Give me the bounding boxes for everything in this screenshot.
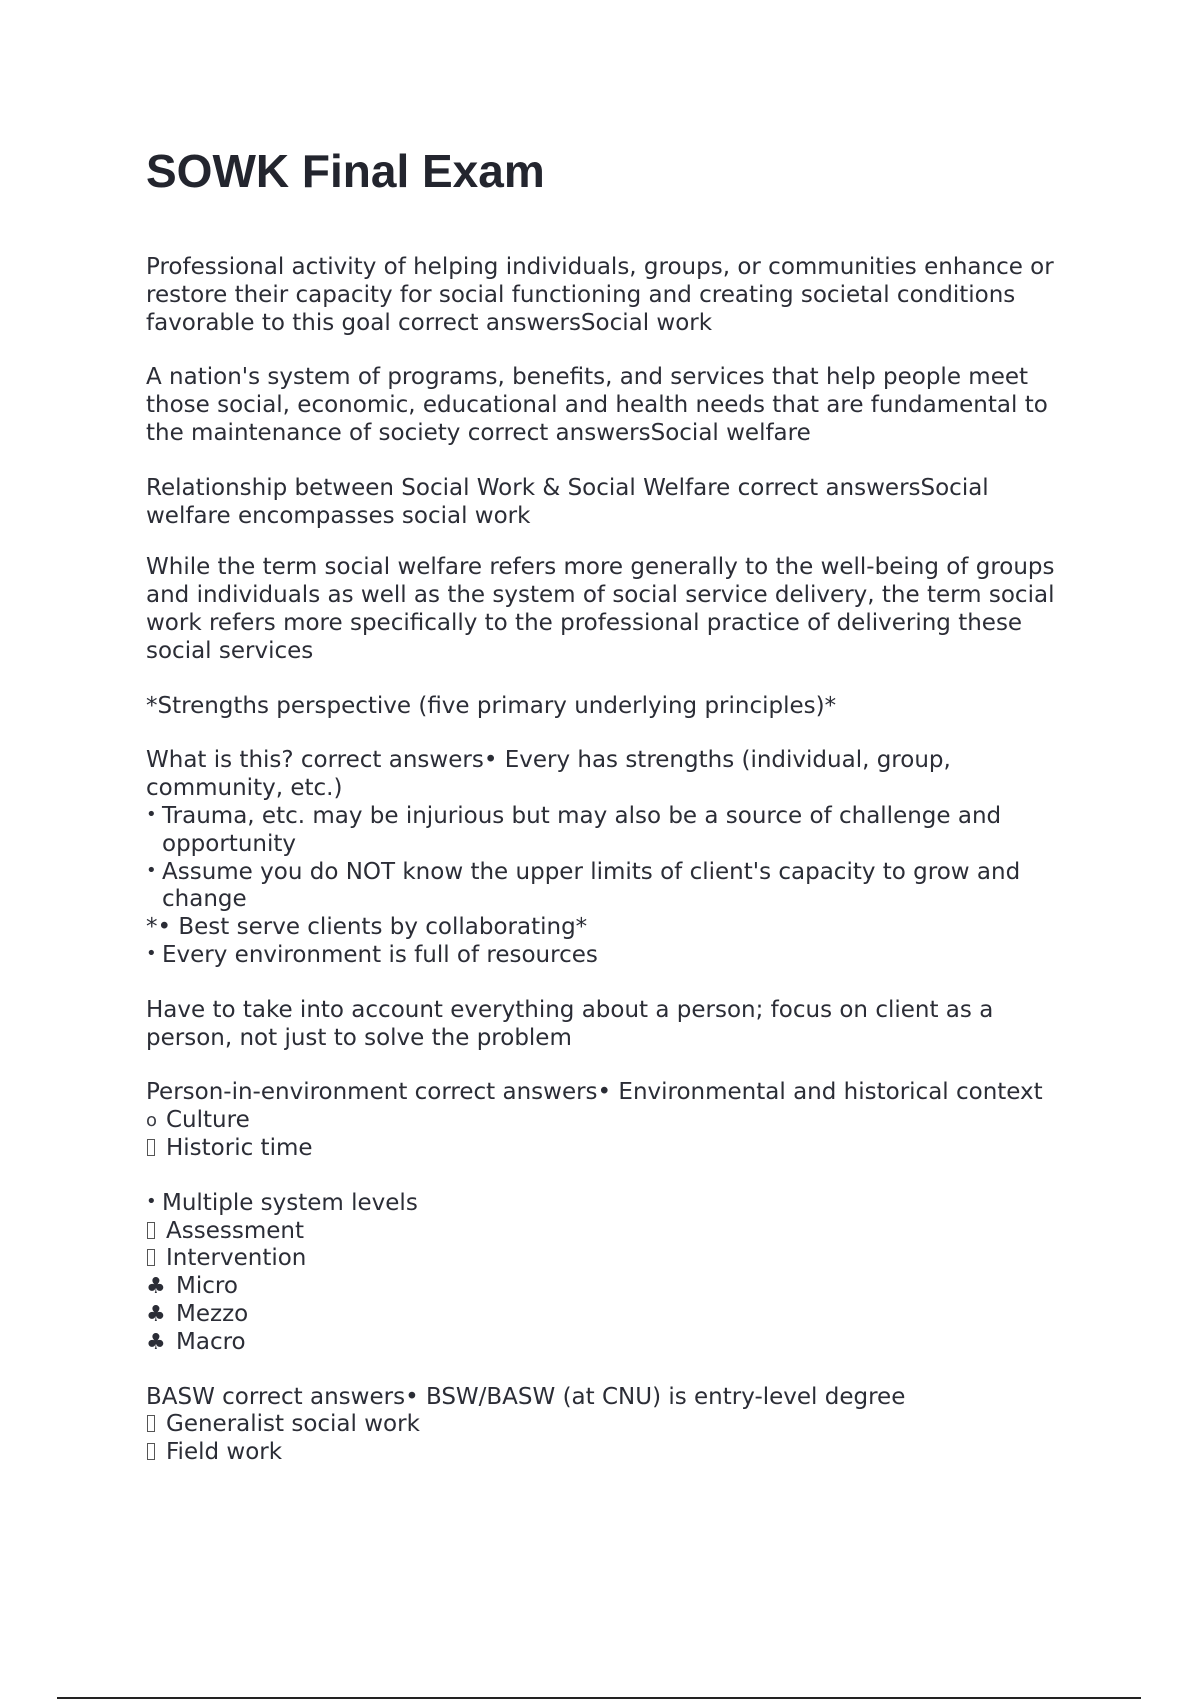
- club-bullet-icon: ♣: [146, 1274, 166, 1300]
- list-item: Intervention: [146, 1245, 1066, 1273]
- box-bullet-icon: [147, 1443, 155, 1460]
- list-item: ♣ Macro: [146, 1328, 246, 1355]
- list-item: o Culture: [146, 1107, 250, 1134]
- list-item: • Trauma, etc. may be injurious but may also be a source of challenge and opportunity: [146, 802, 1002, 857]
- list-item: • Multiple system levels: [146, 1189, 418, 1216]
- box-bullet-icon: [147, 1415, 155, 1432]
- box-bullet-icon: [147, 1249, 155, 1266]
- bullet-icon: •: [146, 1190, 157, 1212]
- bullet-icon: •: [146, 942, 157, 964]
- basw-lead: BASW correct answers• BSW/BASW (at CNU) is entry-level degree: [146, 1383, 906, 1410]
- paragraph-social-welfare: A nation's system of programs, benefits, and services that help people meet those social, economic, educational and health needs that are fundamental to the maintenance of society correct answersSocial welfare: [146, 364, 1048, 446]
- list-item: • Assume you do NOT know the upper limits of client's capacity to grow and change: [146, 858, 1021, 913]
- list-item: • Every environment is full of resources: [146, 941, 598, 968]
- paragraph-relationship: Relationship between Social Work & Social Welfare correct answersSocial welfare encompasses social work: [146, 474, 989, 529]
- strengths-lead: What is this? correct answers• Every has strengths (individual, group, community, etc.): [146, 747, 951, 802]
- bullet-icon: •: [146, 803, 157, 825]
- paragraph-strengths-heading: *Strengths perspective (five primary underlying principles)*: [146, 692, 837, 719]
- person-in-environment-lead: Person-in-environment correct answers• Environmental and historical context: [146, 1079, 1043, 1106]
- list-item: ♣ Mezzo: [146, 1300, 249, 1327]
- paragraph-whole-person: Have to take into account everything about a person; focus on client as a person, not just to solve the problem: [146, 996, 994, 1051]
- paragraph-social-work: Professional activity of helping individuals, groups, or communities enhance or restore their capacity for social functioning and creating societal conditions favorable to this goal correct answersSocial work: [146, 254, 1054, 336]
- footer-rule: [57, 1697, 1141, 1699]
- list-item: Field work: [146, 1439, 1066, 1467]
- circle-bullet-icon: o: [146, 1110, 158, 1132]
- page-title: SOWK Final Exam: [146, 145, 545, 197]
- bullet-icon: •: [146, 859, 157, 881]
- list-item: Generalist social work: [146, 1411, 1066, 1439]
- list-item: *• Best serve clients by collaborating*: [146, 914, 588, 941]
- document-body: [146, 254, 1066, 1467]
- paragraph-explanation: While the term social welfare refers more generally to the well-being of groups and individuals as well as the system of social service delivery, the term social work refers more specifically to the professional practice of delivering these social services: [146, 554, 1055, 664]
- list-item: ♣ Micro: [146, 1273, 238, 1300]
- club-bullet-icon: ♣: [146, 1329, 166, 1355]
- list-item: Assessment: [146, 1218, 1066, 1246]
- club-bullet-icon: ♣: [146, 1301, 166, 1327]
- list-item: Historic time: [146, 1135, 1066, 1163]
- box-bullet-icon: [147, 1222, 155, 1239]
- box-bullet-icon: [147, 1139, 155, 1156]
